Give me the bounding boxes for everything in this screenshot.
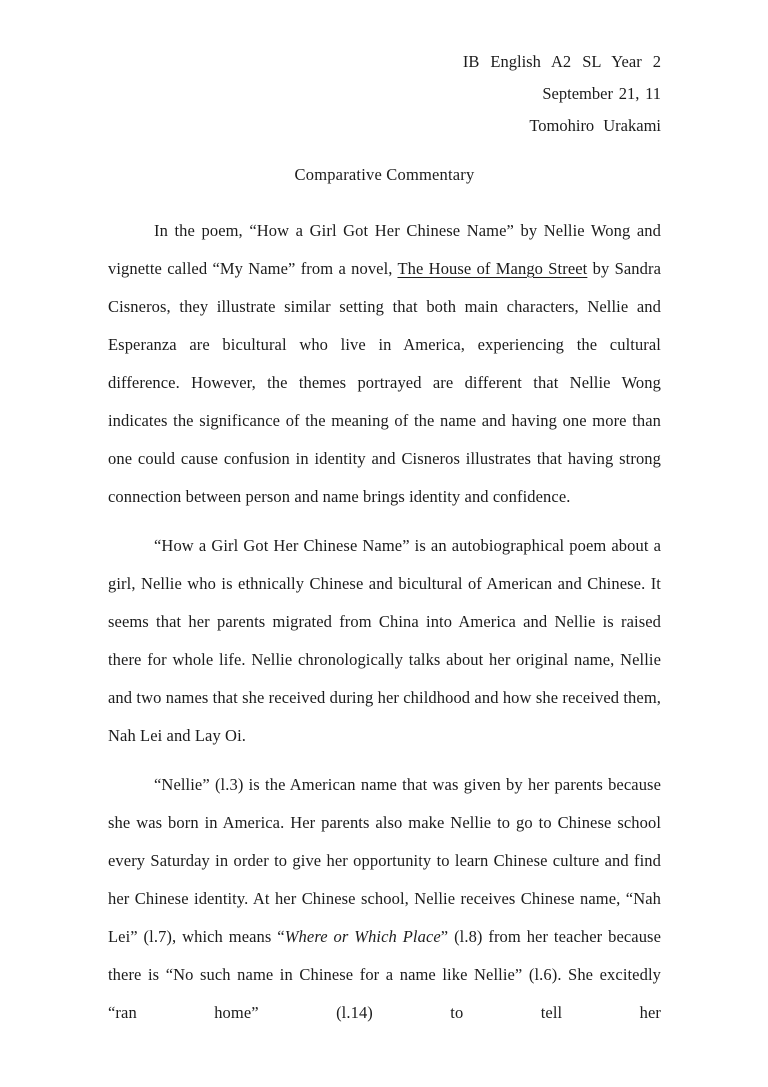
text-run-underline: The House of Mango Street — [397, 259, 588, 278]
essay-paragraph — [108, 212, 661, 516]
essay-paragraph — [108, 766, 661, 1032]
essay-paragraph — [108, 527, 661, 755]
document-header — [108, 46, 661, 142]
header-author-line: Tomohiro Urakami — [529, 116, 661, 135]
text-run: In the poem, “How a Girl Got Her Chinese Name” by Nellie Wong and vignette called “My Name” from a novel, — [108, 221, 661, 278]
text-run-italic: Where or Which Place — [284, 927, 441, 946]
text-run: by Sandra Cisneros, they illustrate similar setting that both main characters, Nellie and Esperanza are bicultural who live in America, experiencing the cultural difference. However, the themes portrayed are different that Nellie Wong indicates the significance of the meaning of the name and having one more than one could cause confusion in identity and Cisneros illustrates that having strong connection between person and name brings identity and confidence. — [108, 259, 661, 506]
text-run: “How a Girl Got Her Chinese Name” is an autobiographical poem about a girl, Nellie who is ethnically Chinese and bicultural of American and Chinese. It seems that her parents migrated from China into America and Nellie is raised there for whole life. Nellie chronologically talks about her original name, Nellie and two names that she received during her childhood and how she received them, Nah Lei and Lay Oi. — [108, 536, 661, 745]
text-run: ” (l.8) from her teacher because there is “No such name in Chinese for a name like Nellie” (l.6). She excitedly “ran home” (l.14) to tell her — [108, 927, 662, 1022]
document-title: Comparative Commentary — [294, 165, 475, 184]
header-date-line: September 21, 11 — [542, 84, 661, 103]
essay-body — [108, 212, 661, 1032]
header-course-line: IB English A2 SL Year 2 — [462, 52, 661, 71]
text-run: “Nellie” (l.3) is the American name that was given by her parents because she was born in America. Her parents also make Nellie to go to Chinese school every Saturday in order to give her opportunity to learn Chinese culture and find her Chinese identity. At her Chinese school, Nellie receives Chinese name, “Nah Lei” (l.7), which means “ — [108, 775, 661, 946]
